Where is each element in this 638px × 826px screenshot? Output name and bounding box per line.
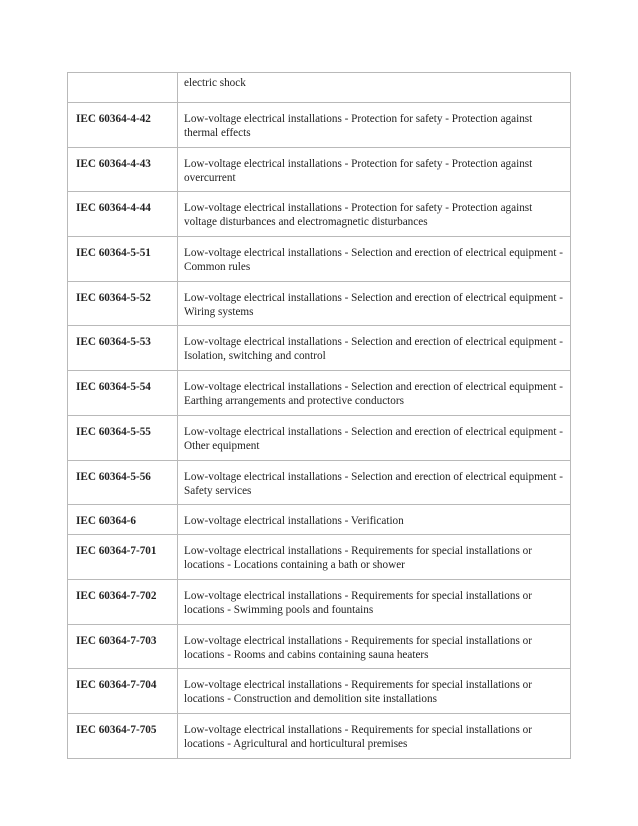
table-row	[68, 281, 571, 326]
table-row	[68, 713, 571, 758]
standard-code	[68, 73, 178, 103]
standard-code: IEC 60364-5-51	[68, 237, 178, 282]
standard-description: Low-voltage electrical installations - Protection for safety - Protection against voltage disturbances and electromagnetic disturbances	[178, 192, 571, 237]
standard-description: Low-voltage electrical installations - Selection and erection of electrical equipment - Wiring systems	[178, 281, 571, 326]
standard-description: Low-voltage electrical installations - Requirements for special installations or locations - Construction and demolition site installations	[178, 669, 571, 714]
standard-code: IEC 60364-7-701	[68, 535, 178, 580]
table-row	[68, 103, 571, 148]
table-row	[68, 326, 571, 371]
standard-code: IEC 60364-5-53	[68, 326, 178, 371]
standard-description: Low-voltage electrical installations - Protection for safety - Protection against overcurrent	[178, 147, 571, 192]
standard-code: IEC 60364-7-703	[68, 624, 178, 669]
standard-code: IEC 60364-5-55	[68, 415, 178, 460]
table-row	[68, 669, 571, 714]
standard-code: IEC 60364-5-52	[68, 281, 178, 326]
standard-description: Low-voltage electrical installations - Verification	[178, 505, 571, 535]
standard-code: IEC 60364-4-43	[68, 147, 178, 192]
standards-table	[67, 72, 571, 759]
standard-code: IEC 60364-6	[68, 505, 178, 535]
standard-description: Low-voltage electrical installations - Requirements for special installations or locations - Agricultural and horticultural premises	[178, 713, 571, 758]
standard-code: IEC 60364-5-56	[68, 460, 178, 505]
standard-code: IEC 60364-7-702	[68, 579, 178, 624]
table-row	[68, 624, 571, 669]
standard-code: IEC 60364-5-54	[68, 371, 178, 416]
table-row	[68, 415, 571, 460]
table-row	[68, 460, 571, 505]
standard-description: Low-voltage electrical installations - Requirements for special installations or locations - Swimming pools and fountains	[178, 579, 571, 624]
standard-code: IEC 60364-7-705	[68, 713, 178, 758]
table-row	[68, 237, 571, 282]
table-row	[68, 505, 571, 535]
table-row	[68, 73, 571, 103]
standard-description: Low-voltage electrical installations - Selection and erection of electrical equipment - Isolation, switching and control	[178, 326, 571, 371]
standard-description: Low-voltage electrical installations - Protection for safety - Protection against thermal effects	[178, 103, 571, 148]
table-row	[68, 535, 571, 580]
table-row	[68, 147, 571, 192]
standard-code: IEC 60364-4-44	[68, 192, 178, 237]
standard-description: Low-voltage electrical installations - Selection and erection of electrical equipment - Earthing arrangements and protective conductors	[178, 371, 571, 416]
standard-code: IEC 60364-7-704	[68, 669, 178, 714]
standard-description: Low-voltage electrical installations - Selection and erection of electrical equipment - Safety services	[178, 460, 571, 505]
standard-description: electric shock	[178, 73, 571, 103]
standard-description: Low-voltage electrical installations - Requirements for special installations or locations - Locations containing a bath or shower	[178, 535, 571, 580]
standard-description: Low-voltage electrical installations - Selection and erection of electrical equipment - Common rules	[178, 237, 571, 282]
standard-description: Low-voltage electrical installations - Selection and erection of electrical equipment - Other equipment	[178, 415, 571, 460]
standard-description: Low-voltage electrical installations - Requirements for special installations or locations - Rooms and cabins containing sauna heaters	[178, 624, 571, 669]
standard-code: IEC 60364-4-42	[68, 103, 178, 148]
table-row	[68, 579, 571, 624]
table-row	[68, 371, 571, 416]
table-row	[68, 192, 571, 237]
